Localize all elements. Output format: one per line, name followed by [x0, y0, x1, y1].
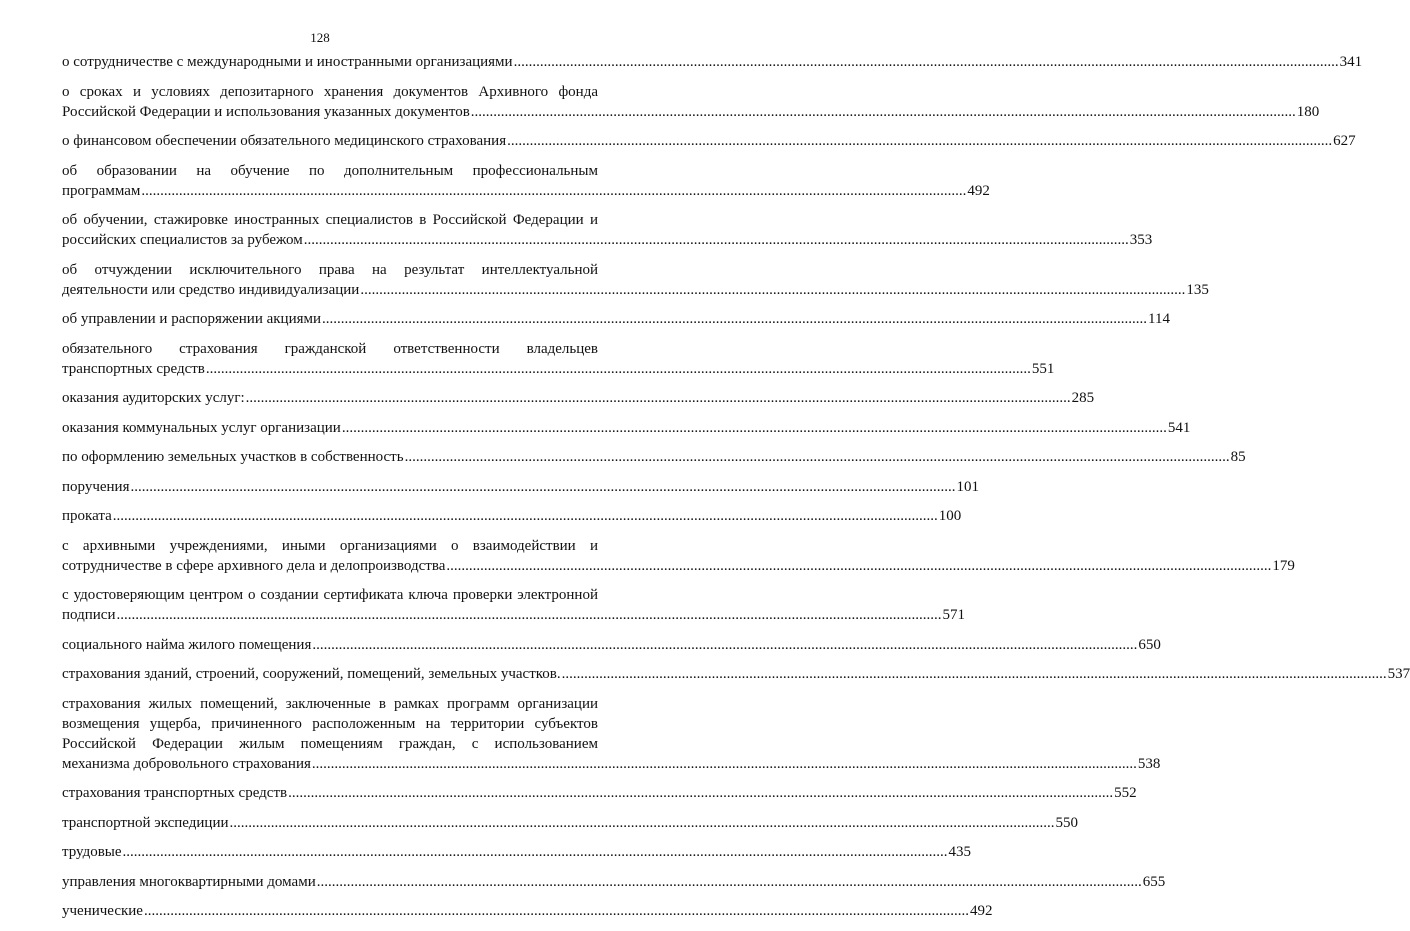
entry-page-number: 135	[1186, 281, 1209, 298]
entry-last-line	[62, 842, 972, 862]
index-entry	[62, 872, 1166, 892]
entry-last-line	[62, 664, 1410, 684]
entry-page-number: 537	[1387, 666, 1410, 682]
dot-leader: ............................................................................................................................................................................................................................	[130, 478, 956, 495]
entry-text-line: с удостоверяющим центром о создании сертификата ключа проверки электронной	[62, 587, 598, 603]
entry-text-line: об образовании на обучение по дополнительным профессиональным	[62, 162, 598, 179]
entry-text: об управлении и распоряжении акциями	[62, 311, 322, 327]
entry-text-line: с архивными учреждениями, иными организациями о взаимодействии и	[62, 537, 598, 554]
index-entry	[62, 161, 990, 201]
entry-last-line	[62, 447, 1246, 467]
index-entry	[62, 52, 1363, 72]
entry-text: транспортных средств	[62, 360, 205, 377]
index-entry	[62, 664, 1410, 684]
entry-last-line	[62, 309, 1170, 329]
entry-page-number: 550	[1055, 814, 1079, 831]
index-entry	[62, 210, 1153, 250]
index-entry	[62, 783, 1137, 803]
entry-page-number: 101	[956, 478, 979, 495]
entry-text: оказания аудиторских услуг:	[62, 390, 245, 406]
dot-leader: ............................................................................................................................................................................................................................	[360, 281, 1186, 298]
dot-leader: ............................................................................................................................................................................................................................	[312, 636, 1138, 653]
entry-text: поручения	[62, 478, 130, 495]
dot-leader: ............................................................................................................................................................................................................................	[229, 814, 1055, 831]
entry-text: трудовые	[62, 844, 122, 860]
entry-page-number: 179	[1272, 557, 1295, 574]
dot-leader: ............................................................................................................................................................................................................................	[507, 133, 1333, 149]
dot-leader: ............................................................................................................................................................................................................................	[470, 103, 1296, 120]
entry-page-number: 538	[1137, 755, 1161, 772]
entry-page-number: 551	[1031, 360, 1055, 377]
index-entry	[62, 813, 1079, 833]
entry-last-line	[62, 605, 965, 625]
index-entry	[62, 536, 1295, 576]
entry-last-line	[62, 783, 1137, 803]
entry-text: по оформлению земельных участков в собственность	[62, 449, 404, 465]
index-entry	[62, 901, 993, 921]
entry-last-line	[62, 131, 1356, 151]
entry-last-line	[62, 52, 1363, 72]
dot-leader: ............................................................................................................................................................................................................................	[561, 666, 1387, 682]
dot-leader: ............................................................................................................................................................................................................................	[311, 755, 1137, 772]
dot-leader: ............................................................................................................................................................................................................................	[112, 508, 938, 524]
page-number: 128	[310, 30, 330, 45]
entry-last-line	[62, 230, 1153, 250]
entry-text: Российской Федерации и использования указанных документов	[62, 103, 470, 120]
entry-text-line: возмещения ущерба, причиненного расположенным на территории субъектов	[62, 715, 598, 732]
dot-leader: ............................................................................................................................................................................................................................	[404, 449, 1230, 465]
entry-text: проката	[62, 508, 112, 524]
dot-leader: ............................................................................................................................................................................................................................	[143, 903, 969, 919]
entry-last-line	[62, 506, 962, 526]
index-entry	[62, 418, 1191, 438]
entry-last-line	[62, 477, 979, 497]
entry-page-number: 180	[1296, 103, 1320, 120]
entry-text: транспортной экспедиции	[62, 814, 229, 831]
entry-last-line	[62, 556, 1295, 576]
index-entry	[62, 506, 962, 526]
entry-text: подписи	[62, 607, 116, 623]
entry-page-number: 435	[948, 844, 972, 860]
dot-leader: ............................................................................................................................................................................................................................	[245, 390, 1071, 406]
entry-last-line	[62, 901, 993, 921]
index-entry	[62, 388, 1095, 408]
entry-text: ученические	[62, 903, 143, 919]
entry-page-number: 655	[1142, 873, 1166, 890]
dot-leader: ............................................................................................................................................................................................................................	[513, 54, 1339, 70]
entry-text: оказания коммунальных услуг организации	[62, 419, 341, 436]
index-entry	[62, 635, 1161, 655]
entry-last-line	[62, 813, 1079, 833]
entry-last-line	[62, 280, 1209, 300]
entry-text: о финансовом обеспечении обязательного медицинского страхования	[62, 133, 507, 149]
entry-last-line	[62, 359, 1055, 379]
entry-last-line	[62, 102, 1320, 122]
dot-leader: ............................................................................................................................................................................................................................	[303, 232, 1129, 248]
index-entry	[62, 694, 1161, 774]
entry-text: российских специалистов за рубежом	[62, 232, 303, 248]
dot-leader: ............................................................................................................................................................................................................................	[116, 607, 942, 623]
dot-leader: ............................................................................................................................................................................................................................	[288, 785, 1114, 801]
entry-page-number: 285	[1071, 390, 1095, 406]
entry-last-line	[62, 635, 1161, 655]
entry-last-line	[62, 418, 1191, 438]
entry-last-line	[62, 181, 990, 201]
entry-text: страхования зданий, строений, сооружений, помещений, земельных участков.	[62, 666, 561, 682]
entry-last-line	[62, 388, 1095, 408]
entry-page-number: 353	[1129, 232, 1153, 248]
entry-text: социального найма жилого помещения	[62, 636, 312, 653]
entry-text-line: об обучении, стажировке иностранных специалистов в Российской Федерации и	[62, 212, 598, 228]
index-entry	[62, 447, 1246, 467]
entry-page-number: 552	[1114, 785, 1137, 801]
entry-page-number: 541	[1167, 419, 1191, 436]
dot-leader: ............................................................................................................................................................................................................................	[122, 844, 948, 860]
entry-text-line: обязательного страхования гражданской ответственности владельцев	[62, 340, 598, 357]
entry-page-number: 627	[1333, 133, 1356, 149]
entry-text: о сотрудничестве с международными и иностранными организациями	[62, 54, 513, 70]
index-entry	[62, 477, 979, 497]
index-entry	[62, 82, 1320, 122]
entry-page-number: 85	[1230, 449, 1246, 465]
entry-text-line: страхования жилых помещений, заключенные в рамках программ организации	[62, 695, 598, 712]
index-entry	[62, 309, 1170, 329]
entry-page-number: 100	[938, 508, 962, 524]
dot-leader: ............................................................................................................................................................................................................................	[341, 419, 1167, 436]
entry-text: страхования транспортных средств	[62, 785, 288, 801]
index-entry	[62, 260, 1209, 300]
entry-page-number: 341	[1339, 54, 1363, 70]
index-entries-list	[62, 52, 1410, 931]
index-entry	[62, 131, 1356, 151]
entry-text-line: Российской Федерации жилым помещениям граждан, с использованием	[62, 735, 598, 752]
entry-text: программам	[62, 182, 141, 199]
entry-text-line: о сроках и условиях депозитарного хранения документов Архивного фонда	[62, 83, 598, 100]
dot-leader: ............................................................................................................................................................................................................................	[205, 360, 1031, 377]
entry-page-number: 492	[969, 903, 993, 919]
index-entry	[62, 585, 965, 625]
entry-text: механизма добровольного страхования	[62, 755, 311, 772]
entry-page-number: 650	[1138, 636, 1161, 653]
dot-leader: ............................................................................................................................................................................................................................	[316, 873, 1142, 890]
dot-leader: ............................................................................................................................................................................................................................	[141, 182, 967, 199]
index-entry	[62, 842, 972, 862]
dot-leader: ............................................................................................................................................................................................................................	[446, 557, 1272, 574]
entry-text: сотрудничестве в сфере архивного дела и делопроизводства	[62, 557, 446, 574]
entry-page-number: 114	[1148, 311, 1170, 327]
index-entry	[62, 339, 1055, 379]
entry-text: деятельности или средство индивидуализации	[62, 281, 360, 298]
dot-leader: ............................................................................................................................................................................................................................	[322, 311, 1148, 327]
entry-last-line	[62, 754, 1161, 774]
entry-page-number: 492	[967, 182, 990, 199]
entry-text: управления многоквартирными домами	[62, 873, 316, 890]
entry-last-line	[62, 872, 1166, 892]
entry-text-line: об отчуждении исключительного права на результат интеллектуальной	[62, 261, 598, 278]
entry-page-number: 571	[942, 607, 965, 623]
